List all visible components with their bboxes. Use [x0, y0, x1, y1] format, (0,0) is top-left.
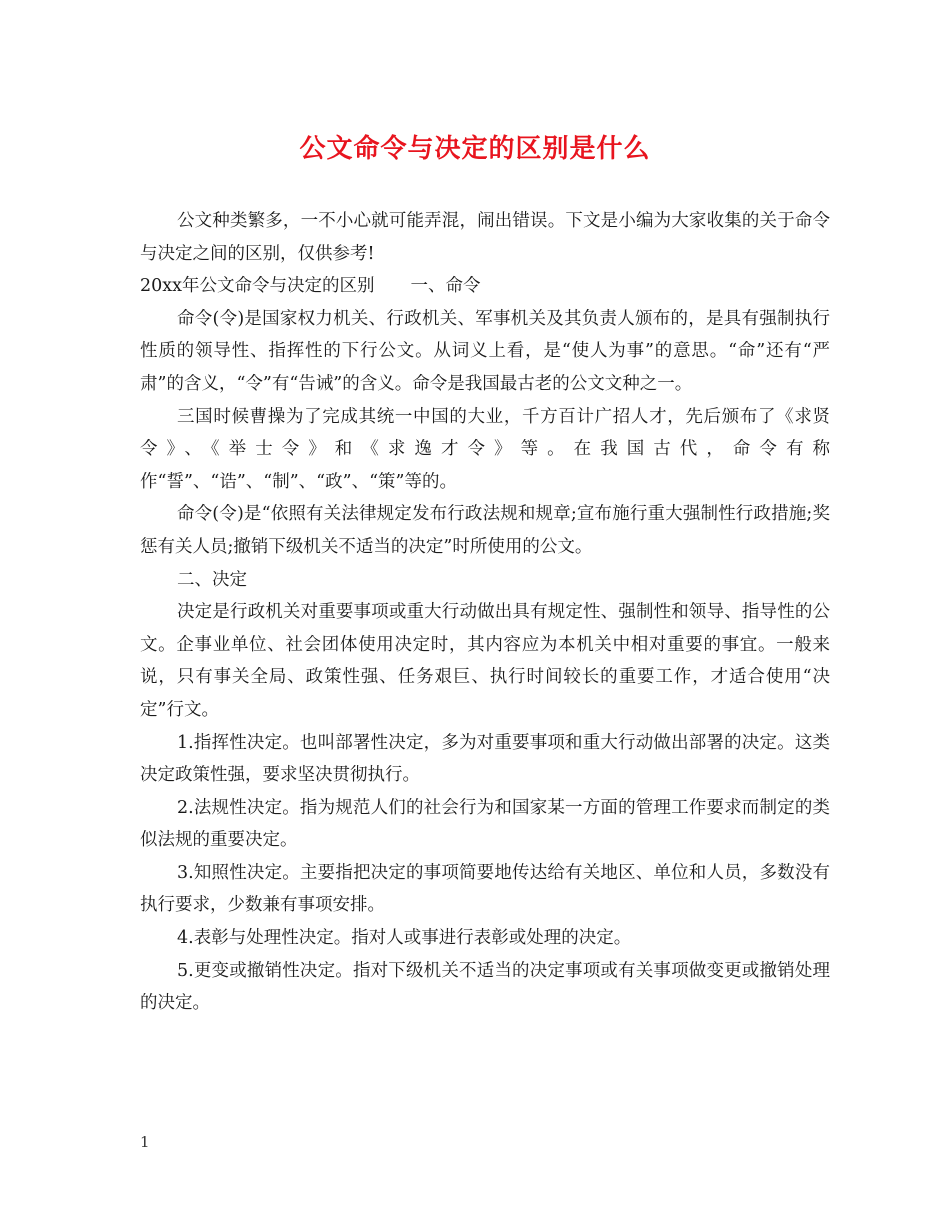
- list-item-5: 5.更变或撤销性决定。指对下级机关不适当的决定事项或有关事项做变更或撤销处理的决定。: [140, 960, 830, 1014]
- list-item-1: 1.指挥性决定。也叫部署性决定，多为对重要事项和重大行动做出部署的决定。这类决定政策性强，要求坚决贯彻执行。: [140, 732, 830, 786]
- list-item-2: 2.法规性决定。指为规范人们的社会行为和国家某一方面的管理工作要求而制定的类似法规的重要决定。: [140, 797, 830, 851]
- document-title: 公文命令与决定的区别是什么: [299, 134, 651, 164]
- paragraph-command-history: 三国时候曹操为了完成其统一中国的大业，千方百计广招人才，先后颁布了《求贤令》、《举士令》和《求逸才令》等。在我国古代，命令有称作“誓”、“诰”、“制”、“政”、“策”等的。: [140, 406, 830, 492]
- section-heading-text: 20xx年公文命令与决定的区别: [140, 276, 375, 297]
- list-item-4: 4.表彰与处理性决定。指对人或事进行表彰或处理的决定。: [177, 928, 632, 949]
- paragraph-section-heading: [140, 270, 830, 303]
- paragraph-decision-definition: 决定是行政机关对重要事项或重大行动做出具有规定性、强制性和领导、指导性的公文。企事业单位、社会团体使用决定时，其内容应为本机关中相对重要的事宜。一般来说，只有事关全局、政策性强、任务艰巨、执行时间较长的重要工作，才适合使用“决定”行文。: [140, 602, 830, 720]
- document-body: [140, 205, 830, 1020]
- paragraph-decision-heading: 二、决定: [177, 569, 247, 590]
- paragraph-command-usage: 命令(令)是“依照有关法律规定发布行政法规和规章;宣布施行重大强制性行政措施;奖惩有关人员;撤销下级机关不适当的决定”时所使用的公文。: [140, 504, 830, 557]
- section-heading-subtitle: 一、命令: [410, 276, 481, 297]
- paragraph-command-definition: 命令(令)是国家权力机关、行政机关、军事机关及其负责人颁布的，是具有强制执行性质的领导性、指挥性的下行公文。从词义上看，是“使人为事”的意思。“命”还有“严肃”的含义，“令”有“告诫”的含义。命令是我国最古老的公文文种之一。: [140, 308, 830, 394]
- list-item-3: 3.知照性决定。主要指把决定的事项简要地传达给有关地区、单位和人员，多数没有执行要求，少数兼有事项安排。: [140, 862, 830, 916]
- page-number: 1: [140, 1133, 150, 1151]
- paragraph-intro: 公文种类繁多，一不小心就可能弄混，闹出错误。下文是小编为大家收集的关于命令与决定之间的区别，仅供参考!: [140, 211, 830, 264]
